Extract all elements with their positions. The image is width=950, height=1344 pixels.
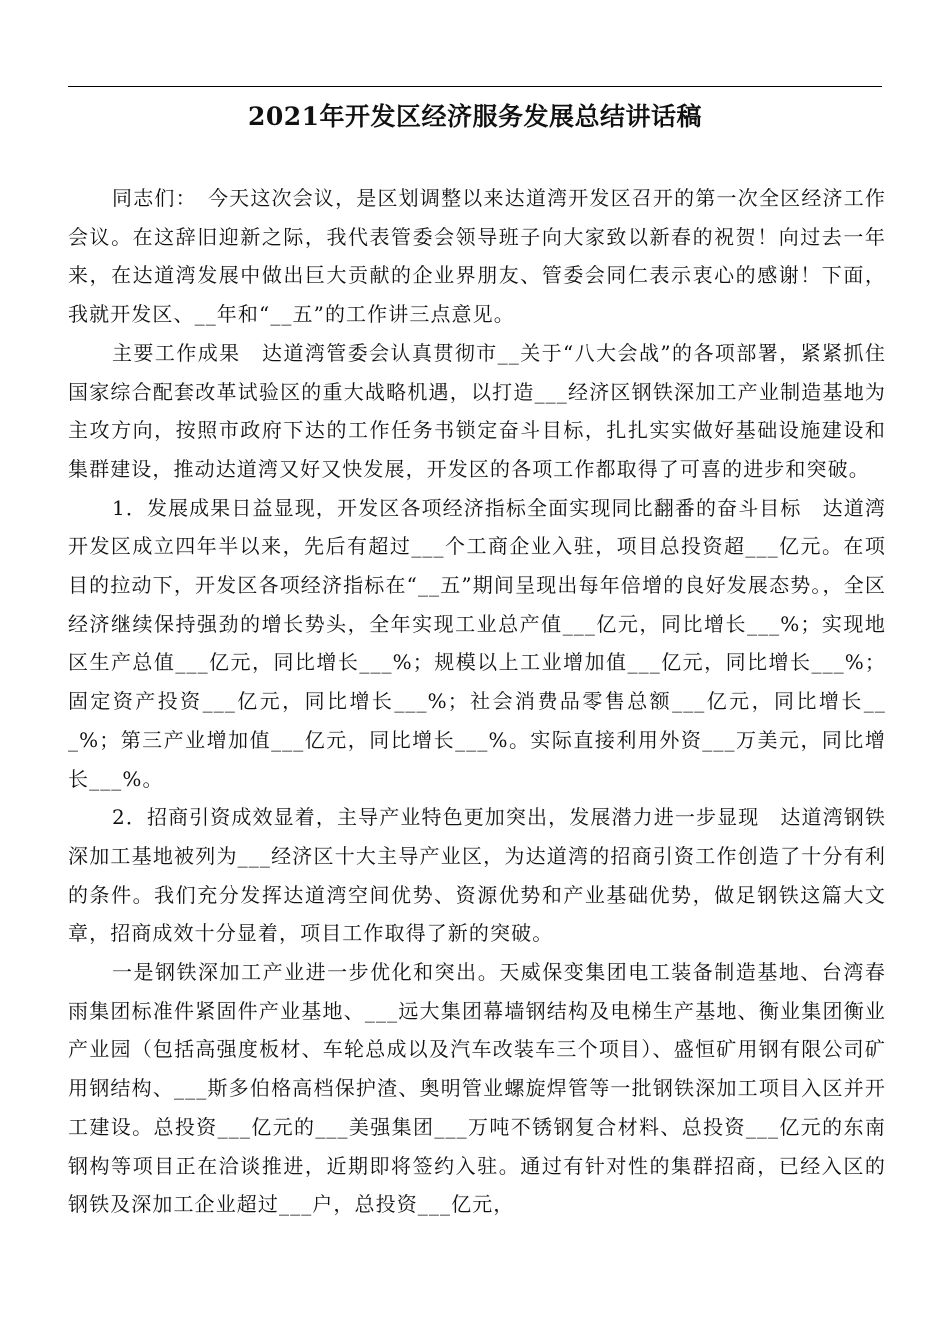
paragraph-opening: 同志们： 今天这次会议，是区划调整以来达道湾开发区召开的第一次全区经济工作会议。在这辞旧迎新之际，我代表管委会领导班子向大家致以新春的祝贺！向过去一年来，在达道湾发展中做出巨大贡献的企业界朋友、管委会同仁表示衷心的感谢！下面，我就开发区、__年和“__五”的工作讲三点意见。 xyxy=(68,186,886,327)
paragraph-section-1: 1．发展成果日益显现，开发区各项经济指标全面实现同比翻番的奋斗目标 达道湾开发区成立四年半以来，先后有超过___个工商企业入驻，项目总投资超___亿元。在项目的拉动下，开发区各项经济指标在“__五”期间呈现出每年倍增的良好发展态势。，全区经济继续保持强劲的增长势头，全年实现工业总产值___亿元，同比增长___%；实现地区生产总值___亿元，同比增长___%；规模以上工业增加值___亿元，同比增长___%；固定资产投资___亿元，同比增长___%；社会消费品零售总额___亿元，同比增长___%；第三产业增加值___亿元，同比增长___%。实际直接利用外资___万美元，同比增长___%。 xyxy=(68,495,886,791)
paragraph-main-achievements: 主要工作成果 达道湾管委会认真贯彻市__关于“八大会战”的各项部署，紧紧抓住国家综合配套改革试验区的重大战略机遇，以打造___经济区钢铁深加工产业制造基地为主攻方向，按照市政府下达的工作任务书锁定奋斗目标，扎扎实实做好基础设施建设和集群建设，推动达道湾又好又快发展，开发区的各项工作都取得了可喜的进步和突破。 xyxy=(68,340,886,481)
paragraph-section-2: 2．招商引资成效显着，主导产业特色更加突出，发展潜力进一步显现 达道湾钢铁深加工基地被列为___经济区十大主导产业区，为达道湾的招商引资工作创造了十分有利的条件。我们充分发挥达道湾空间优势、资源优势和产业基础优势，做足钢铁这篇大文章，招商成效十分显着，项目工作取得了新的突破。 xyxy=(68,805,886,946)
document-title: 2021年开发区经济服务发展总结讲话稿 xyxy=(247,102,703,131)
header-rule xyxy=(68,86,882,87)
paragraph-steel-industry: 一是钢铁深加工产业进一步优化和突出。天威保变集团电工装备制造基地、台湾春雨集团标准件紧固件产业基地、___远大集团幕墙钢结构及电梯生产基地、衡业集团衡业产业园（包括高强度板材、车轮总成以及汽车改装车三个项目）、盛恒矿用钢有限公司矿用钢结构、___斯多伯格高档保护渣、奥明管业螺旋焊管等一批钢铁深加工项目入区并开工建设。总投资___亿元的___美强集团___万吨不锈钢复合材料、总投资___亿元的东南钢构等项目正在洽谈推进，近期即将签约入驻。通过有针对性的集群招商，已经入区的钢铁及深加工企业超过___户，总投资___亿元， xyxy=(68,960,886,1217)
document-body xyxy=(68,179,886,1224)
